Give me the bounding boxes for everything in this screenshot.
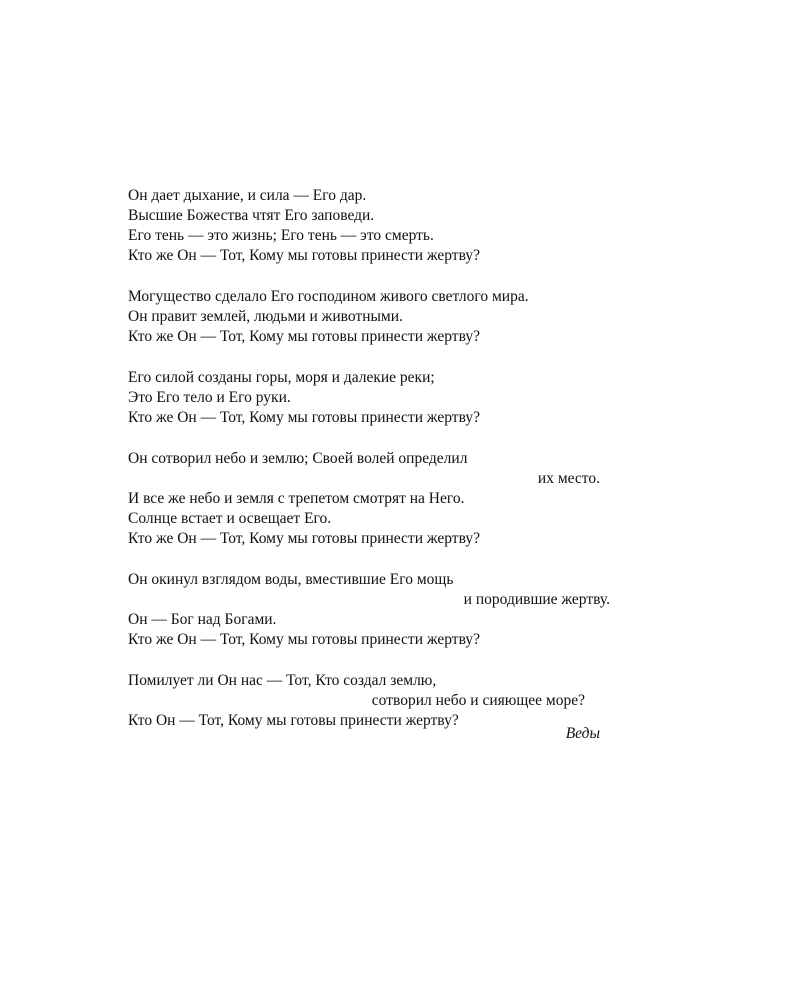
poem-line: Он — Бог над Богами. [128, 611, 277, 628]
poem-body [128, 186, 668, 752]
poem-line-continuation: сотворил небо и сияющее море? [371, 692, 585, 709]
poem-line: Он окинул взглядом воды, вместившие Его мощь [128, 571, 454, 588]
refrain-line: Кто же Он — Тот, Кому мы готовы принести жертву? [128, 530, 480, 547]
poem-line: Высшие Божества чтят Его заповеди. [128, 207, 375, 224]
poem-line: Он дает дыхание, и сила — Его дар. [128, 187, 367, 204]
refrain-line: Кто же Он — Тот, Кому мы готовы принести жертву? [128, 409, 480, 426]
refrain-line: Кто же Он — Тот, Кому мы готовы принести жертву? [128, 631, 480, 648]
refrain-line: Кто же Он — Тот, Кому мы готовы принести жертву? [128, 247, 480, 264]
poem-line: Его тень — это жизнь; Его тень — это смерть. [128, 227, 434, 244]
poem-attribution: Веды [565, 725, 600, 742]
stanza-2 [128, 287, 668, 347]
refrain-line: Кто же Он — Тот, Кому мы готовы принести жертву? [128, 328, 480, 345]
stanza-3 [128, 368, 668, 428]
poem-line-continuation: их место. [537, 470, 600, 487]
poem-line: Могущество сделало Его господином живого светлого мира. [128, 288, 529, 305]
stanza-6 [128, 671, 668, 731]
stanza-4 [128, 449, 668, 549]
poem-line: И все же небо и земля с трепетом смотрят на Него. [128, 490, 465, 507]
poem-line: Это Его тело и Его руки. [128, 389, 291, 406]
poem-line-continuation: и породившие жертву. [463, 591, 610, 608]
poem-line: Он правит землей, людьми и животными. [128, 308, 403, 325]
poem-line: Он сотворил небо и землю; Своей волей определил [128, 450, 468, 467]
stanza-5 [128, 570, 668, 650]
refrain-line: Кто Он — Тот, Кому мы готовы принести жертву? [128, 712, 459, 729]
stanza-1 [128, 186, 668, 266]
poem-line: Солнце встает и освещает Его. [128, 510, 332, 527]
poem-line: Помилует ли Он нас — Тот, Кто создал землю, [128, 672, 437, 689]
poem-line: Его силой созданы горы, моря и далекие реки; [128, 369, 435, 386]
